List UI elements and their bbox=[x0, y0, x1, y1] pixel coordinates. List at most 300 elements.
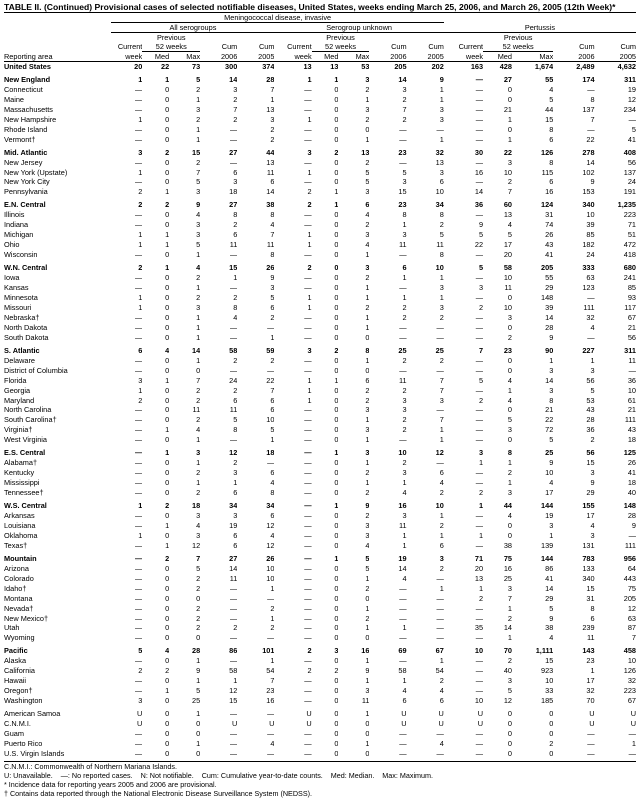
value-cell: 0 bbox=[165, 603, 170, 613]
value-cell: 8 bbox=[365, 345, 370, 355]
value-cell: 2 bbox=[402, 385, 407, 395]
value-cell: 3 bbox=[138, 696, 143, 706]
value-cell: U bbox=[401, 709, 407, 719]
reporting-area-cell: C.N.M.I. bbox=[4, 719, 31, 729]
value-cell: — bbox=[587, 332, 595, 342]
value-cell: 2 bbox=[365, 220, 370, 230]
value-cell: 21 bbox=[545, 405, 554, 415]
value-cell: 28 bbox=[266, 74, 275, 84]
value-cell: 36 bbox=[586, 425, 595, 435]
value-cell: 11 bbox=[266, 240, 275, 250]
value-cell: 6 bbox=[233, 395, 238, 405]
value-cell: 58 bbox=[503, 263, 512, 273]
value-cell: — bbox=[135, 425, 143, 435]
table-row bbox=[4, 435, 636, 445]
value-cell: 1 bbox=[365, 134, 370, 144]
region-row bbox=[4, 554, 636, 564]
table-row bbox=[4, 656, 636, 666]
value-cell: 0 bbox=[365, 719, 370, 729]
reporting-area-cell: U.S. Virgin Islands bbox=[4, 748, 65, 758]
value-cell: 11 bbox=[361, 696, 370, 706]
value-cell: — bbox=[587, 729, 595, 738]
value-cell: 311 bbox=[624, 345, 636, 355]
value-cell: 7 bbox=[439, 385, 444, 395]
value-cell: 74 bbox=[545, 220, 554, 230]
value-cell: 10 bbox=[398, 448, 407, 458]
value-cell: 202 bbox=[431, 62, 444, 71]
table-row bbox=[4, 105, 636, 115]
value-cell: — bbox=[475, 104, 484, 114]
value-cell: 1 bbox=[307, 375, 312, 385]
value-cell: — bbox=[475, 603, 484, 613]
value-cell: 205 bbox=[394, 62, 407, 71]
value-cell: — bbox=[304, 603, 312, 613]
value-cell: 20 bbox=[503, 250, 512, 260]
value-cell: — bbox=[304, 312, 312, 322]
value-cell: 56 bbox=[627, 157, 636, 167]
value-cell: 5 bbox=[138, 646, 143, 656]
value-cell: — bbox=[475, 114, 484, 124]
value-cell: 126 bbox=[623, 666, 636, 676]
value-cell: 1 bbox=[138, 385, 143, 395]
value-cell: — bbox=[475, 686, 484, 696]
value-cell: 1 bbox=[196, 355, 201, 365]
value-cell: 40 bbox=[627, 488, 636, 498]
value-cell: 2 bbox=[165, 147, 170, 157]
value-cell: 9 bbox=[196, 200, 201, 210]
value-cell: — bbox=[475, 84, 484, 94]
header-week: week bbox=[444, 52, 483, 62]
table-row bbox=[4, 230, 636, 240]
value-cell: 10 bbox=[266, 563, 275, 573]
header-reporting-area: Reporting area bbox=[4, 52, 111, 62]
value-cell: 5 bbox=[402, 167, 407, 177]
value-cell: 3 bbox=[402, 510, 407, 520]
table-row bbox=[4, 594, 636, 604]
reporting-area-cell: Arkansas bbox=[4, 510, 35, 520]
value-cell: 7 bbox=[439, 375, 444, 385]
value-cell: — bbox=[399, 583, 407, 593]
value-cell: 2 bbox=[138, 395, 143, 405]
value-cell: 0 bbox=[334, 686, 339, 696]
value-cell: — bbox=[304, 283, 312, 293]
value-cell: 3 bbox=[507, 157, 512, 167]
value-cell: 5 bbox=[439, 230, 444, 240]
table-row bbox=[4, 719, 636, 729]
value-cell: 4 bbox=[439, 686, 444, 696]
value-cell: 1 bbox=[365, 312, 370, 322]
value-cell: — bbox=[475, 468, 484, 478]
region-row bbox=[4, 501, 636, 511]
header-med: Med bbox=[312, 52, 339, 62]
value-cell: 5 bbox=[196, 74, 201, 84]
value-cell: 0 bbox=[334, 220, 339, 230]
reporting-area-cell: Washington bbox=[4, 696, 43, 706]
value-cell: 13 bbox=[303, 62, 312, 71]
value-cell: 2 bbox=[478, 488, 484, 498]
value-cell: 33 bbox=[545, 686, 554, 696]
value-cell: 10 bbox=[503, 167, 512, 177]
value-cell: 1 bbox=[365, 435, 370, 445]
value-cell: — bbox=[135, 283, 143, 293]
header-meningococcal: Meningococcal disease, invasive bbox=[111, 13, 443, 23]
value-cell: 1 bbox=[138, 240, 143, 250]
footnote-provisional: * Incidence data for reporting years 2005 and 2006 are provisional. bbox=[4, 779, 217, 789]
value-cell: 0 bbox=[165, 385, 170, 395]
value-cell: 2 bbox=[196, 114, 201, 124]
value-cell: 0 bbox=[365, 365, 370, 375]
value-cell: 5 bbox=[196, 686, 201, 696]
value-cell: — bbox=[436, 623, 444, 633]
value-cell: — bbox=[267, 322, 275, 332]
value-cell: — bbox=[304, 448, 312, 458]
header-cum: Cum bbox=[620, 42, 636, 52]
value-cell: 71 bbox=[474, 553, 484, 563]
value-cell: — bbox=[135, 738, 143, 748]
value-cell: 2 bbox=[196, 603, 201, 613]
value-cell: 58 bbox=[229, 666, 238, 676]
value-cell: 205 bbox=[623, 593, 636, 603]
value-cell: 137 bbox=[582, 104, 595, 114]
value-cell: 4 bbox=[507, 395, 512, 405]
value-cell: 3 bbox=[439, 553, 444, 563]
value-cell: 1 bbox=[307, 230, 312, 240]
value-cell: 8 bbox=[549, 124, 554, 134]
value-cell: 2 bbox=[196, 273, 201, 283]
value-cell: — bbox=[628, 365, 636, 375]
value-cell: 1 bbox=[196, 134, 201, 144]
value-cell: 1 bbox=[402, 676, 407, 686]
value-cell: 223 bbox=[623, 686, 636, 696]
value-cell: 4 bbox=[439, 478, 444, 488]
value-cell: 11 bbox=[229, 240, 238, 250]
value-cell: 241 bbox=[623, 273, 636, 283]
value-cell: — bbox=[135, 488, 143, 498]
value-cell: 1 bbox=[196, 312, 201, 322]
value-cell: 4 bbox=[196, 425, 201, 435]
value-cell: 55 bbox=[545, 273, 554, 283]
value-cell: 2 bbox=[196, 84, 201, 94]
value-cell: 472 bbox=[623, 240, 636, 250]
table-row bbox=[4, 210, 636, 220]
header-previous: Previous bbox=[156, 33, 186, 42]
header-pertussis: Pertussis bbox=[444, 23, 636, 33]
value-cell: — bbox=[475, 613, 484, 623]
value-cell: 2 bbox=[270, 603, 275, 613]
value-cell: 53 bbox=[361, 62, 370, 71]
value-cell: 3 bbox=[478, 283, 484, 293]
value-cell: — bbox=[229, 124, 238, 134]
value-cell: — bbox=[436, 573, 444, 583]
value-cell: 1 bbox=[439, 656, 444, 666]
reporting-area-cell: Vermont† bbox=[4, 134, 36, 144]
value-cell: 0 bbox=[165, 220, 170, 230]
value-cell: — bbox=[135, 478, 143, 488]
value-cell: 0 bbox=[365, 124, 370, 134]
value-cell: 0 bbox=[334, 312, 339, 322]
value-cell: — bbox=[229, 738, 238, 748]
reporting-area-cell: Delaware bbox=[4, 355, 36, 365]
value-cell: 0 bbox=[165, 583, 170, 593]
value-cell: 1 bbox=[165, 520, 170, 530]
value-cell: 0 bbox=[165, 84, 170, 94]
value-cell: — bbox=[399, 593, 407, 603]
value-cell: 56 bbox=[627, 332, 636, 342]
value-cell: — bbox=[135, 676, 143, 686]
value-cell: — bbox=[304, 633, 312, 643]
reporting-area-cell: Utah bbox=[4, 623, 20, 633]
value-cell: — bbox=[267, 633, 275, 643]
value-cell: — bbox=[475, 94, 484, 104]
value-cell: 1 bbox=[334, 187, 339, 197]
value-cell: — bbox=[135, 583, 143, 593]
table-row bbox=[4, 323, 636, 333]
value-cell: 20 bbox=[474, 563, 484, 573]
value-cell: 3 bbox=[507, 488, 512, 498]
reporting-area-cell: Ohio bbox=[4, 240, 20, 250]
value-cell: 144 bbox=[541, 553, 554, 563]
value-cell: 1 bbox=[365, 623, 370, 633]
header-52weeks: 52 weeks bbox=[483, 42, 553, 52]
value-cell: 0 bbox=[334, 729, 339, 738]
value-cell: 5 bbox=[507, 415, 512, 425]
value-cell: 4 bbox=[270, 220, 275, 230]
value-cell: 4 bbox=[507, 375, 512, 385]
value-cell: — bbox=[475, 540, 484, 550]
value-cell: 2 bbox=[196, 573, 201, 583]
value-cell: 1 bbox=[439, 510, 444, 520]
value-cell: 1 bbox=[402, 623, 407, 633]
header-2006: 2006 bbox=[200, 52, 237, 62]
table-row bbox=[4, 220, 636, 230]
value-cell: — bbox=[304, 593, 312, 603]
value-cell: 28 bbox=[627, 510, 636, 520]
value-cell: 41 bbox=[627, 134, 636, 144]
value-cell: 680 bbox=[623, 263, 636, 273]
value-cell: 4 bbox=[549, 633, 554, 643]
value-cell: — bbox=[135, 510, 143, 520]
value-cell: — bbox=[304, 104, 312, 114]
value-cell: 0 bbox=[334, 210, 339, 220]
value-cell: — bbox=[304, 540, 312, 550]
value-cell: 2 bbox=[196, 415, 201, 425]
value-cell: 0 bbox=[334, 332, 339, 342]
value-cell: U bbox=[438, 709, 444, 719]
value-cell: 8 bbox=[402, 210, 407, 220]
value-cell: 2 bbox=[196, 385, 201, 395]
value-cell: 0 bbox=[165, 676, 170, 686]
value-cell: 13 bbox=[266, 104, 275, 114]
value-cell: — bbox=[436, 365, 444, 375]
value-cell: 1 bbox=[365, 656, 370, 666]
value-cell: 0 bbox=[334, 292, 339, 302]
value-cell: 5 bbox=[478, 263, 484, 273]
value-cell: — bbox=[135, 540, 143, 550]
table-row bbox=[4, 168, 636, 178]
value-cell: 2 bbox=[365, 114, 370, 124]
value-cell: 16 bbox=[398, 501, 407, 511]
value-cell: 24 bbox=[229, 375, 238, 385]
region-row bbox=[4, 200, 636, 210]
value-cell: 115 bbox=[541, 167, 554, 177]
value-cell: 9 bbox=[270, 273, 275, 283]
value-cell: 1 bbox=[507, 458, 512, 468]
value-cell: 1 bbox=[549, 355, 554, 365]
value-cell: 0 bbox=[334, 633, 339, 643]
value-cell: — bbox=[135, 94, 143, 104]
value-cell: 1 bbox=[402, 292, 407, 302]
value-cell: 8 bbox=[590, 603, 595, 613]
value-cell: 13 bbox=[361, 147, 370, 157]
value-cell: 2 bbox=[307, 187, 312, 197]
value-cell: 5 bbox=[365, 167, 370, 177]
value-cell: 0 bbox=[507, 84, 512, 94]
value-cell: 4 bbox=[365, 210, 370, 220]
value-cell: 14 bbox=[229, 74, 238, 84]
value-cell: 6 bbox=[439, 540, 444, 550]
value-cell: 6 bbox=[549, 134, 554, 144]
value-cell: 1 bbox=[590, 355, 595, 365]
value-cell: 86 bbox=[545, 563, 554, 573]
value-cell: — bbox=[587, 738, 595, 748]
value-cell: 3 bbox=[365, 74, 370, 84]
value-cell: 28 bbox=[191, 646, 201, 656]
value-cell: 2 bbox=[439, 220, 444, 230]
value-cell: 0 bbox=[165, 729, 170, 738]
value-cell: 1 bbox=[365, 478, 370, 488]
value-cell: 36 bbox=[474, 200, 484, 210]
value-cell: 26 bbox=[627, 458, 636, 468]
table-row bbox=[4, 366, 636, 376]
value-cell: — bbox=[304, 488, 312, 498]
value-cell: 0 bbox=[334, 322, 339, 332]
header-all-serogroups: All serogroups bbox=[111, 23, 274, 33]
value-cell: 0 bbox=[165, 210, 170, 220]
value-cell: 7 bbox=[507, 593, 512, 603]
reporting-area-cell: Mississippi bbox=[4, 478, 40, 488]
value-cell: 0 bbox=[334, 425, 339, 435]
value-cell: 1 bbox=[165, 187, 170, 197]
value-cell: 4 bbox=[402, 573, 407, 583]
value-cell: 2 bbox=[138, 200, 143, 210]
value-cell: 1 bbox=[402, 273, 407, 283]
value-cell: 174 bbox=[582, 74, 595, 84]
reporting-area-cell: Connecticut bbox=[4, 84, 43, 94]
value-cell: 23 bbox=[586, 656, 595, 666]
value-cell: U bbox=[306, 709, 312, 719]
table-row bbox=[4, 293, 636, 303]
value-cell: 0 bbox=[507, 530, 512, 540]
value-cell: 4,632 bbox=[617, 62, 636, 71]
value-cell: 21 bbox=[503, 104, 512, 114]
value-cell: 6 bbox=[270, 395, 275, 405]
value-cell: 10 bbox=[627, 656, 636, 666]
value-cell: 2 bbox=[590, 435, 595, 445]
value-cell: 0 bbox=[165, 415, 170, 425]
value-cell: 2 bbox=[365, 302, 370, 312]
value-cell: 12 bbox=[266, 520, 275, 530]
value-cell: — bbox=[135, 520, 143, 530]
value-cell: 10 bbox=[435, 187, 444, 197]
value-cell: 4 bbox=[507, 510, 512, 520]
value-cell: 2 bbox=[165, 200, 170, 210]
table-row bbox=[4, 604, 636, 614]
value-cell: 3 bbox=[196, 220, 201, 230]
value-cell: 70 bbox=[586, 696, 595, 706]
value-cell: 13 bbox=[266, 157, 275, 167]
value-cell: 0 bbox=[334, 563, 339, 573]
value-cell: U bbox=[137, 709, 143, 719]
value-cell: 3 bbox=[590, 468, 595, 478]
value-cell: — bbox=[304, 273, 312, 283]
reporting-area-cell: New Mexico† bbox=[4, 613, 49, 623]
value-cell: 22 bbox=[474, 240, 484, 250]
header-cum: Cum bbox=[579, 42, 595, 52]
value-cell: 41 bbox=[545, 573, 554, 583]
value-cell: — bbox=[135, 134, 143, 144]
value-cell: 19 bbox=[545, 510, 554, 520]
value-cell: 0 bbox=[549, 748, 554, 758]
value-cell: 28 bbox=[586, 415, 595, 425]
value-cell: 1 bbox=[196, 478, 201, 488]
value-cell: 15 bbox=[191, 147, 201, 157]
value-cell: 1 bbox=[631, 738, 636, 748]
value-cell: — bbox=[436, 332, 444, 342]
value-cell: 6 bbox=[270, 177, 275, 187]
value-cell: — bbox=[304, 365, 312, 375]
value-cell: — bbox=[229, 656, 238, 666]
value-cell: — bbox=[475, 520, 484, 530]
value-cell: 13 bbox=[474, 573, 484, 583]
value-cell: — bbox=[475, 633, 484, 643]
reporting-area-cell: Indiana bbox=[4, 220, 29, 230]
value-cell: — bbox=[135, 365, 143, 375]
value-cell: — bbox=[399, 322, 407, 332]
value-cell: — bbox=[304, 510, 312, 520]
value-cell: 125 bbox=[623, 448, 636, 458]
value-cell: 15 bbox=[229, 263, 238, 273]
value-cell: 25 bbox=[398, 345, 407, 355]
value-cell: 0 bbox=[165, 748, 170, 758]
reporting-area-cell: Nebraska† bbox=[4, 312, 40, 322]
value-cell: 0 bbox=[165, 177, 170, 187]
value-cell: — bbox=[135, 210, 143, 220]
value-cell: 2 bbox=[439, 563, 444, 573]
value-cell: 2 bbox=[439, 520, 444, 530]
value-cell: 25 bbox=[503, 573, 512, 583]
value-cell: — bbox=[304, 322, 312, 332]
value-cell: 3 bbox=[233, 468, 238, 478]
value-cell: 6 bbox=[270, 302, 275, 312]
value-cell: 4 bbox=[402, 488, 407, 498]
value-cell: 2 bbox=[307, 666, 312, 676]
table-row bbox=[4, 468, 636, 478]
header-current: Current bbox=[458, 42, 484, 52]
value-cell: — bbox=[399, 435, 407, 445]
value-cell: 1 bbox=[270, 435, 275, 445]
value-cell: 1 bbox=[196, 458, 201, 468]
header-week: week bbox=[111, 52, 142, 62]
value-cell: — bbox=[229, 613, 238, 623]
value-cell: 1 bbox=[138, 74, 143, 84]
value-cell: 41 bbox=[627, 468, 636, 478]
value-cell: 3 bbox=[549, 385, 554, 395]
value-cell: 7 bbox=[270, 230, 275, 240]
table-row bbox=[4, 511, 636, 521]
value-cell: — bbox=[304, 124, 312, 134]
reporting-area-cell: Maryland bbox=[4, 395, 35, 405]
region-row bbox=[4, 263, 636, 273]
